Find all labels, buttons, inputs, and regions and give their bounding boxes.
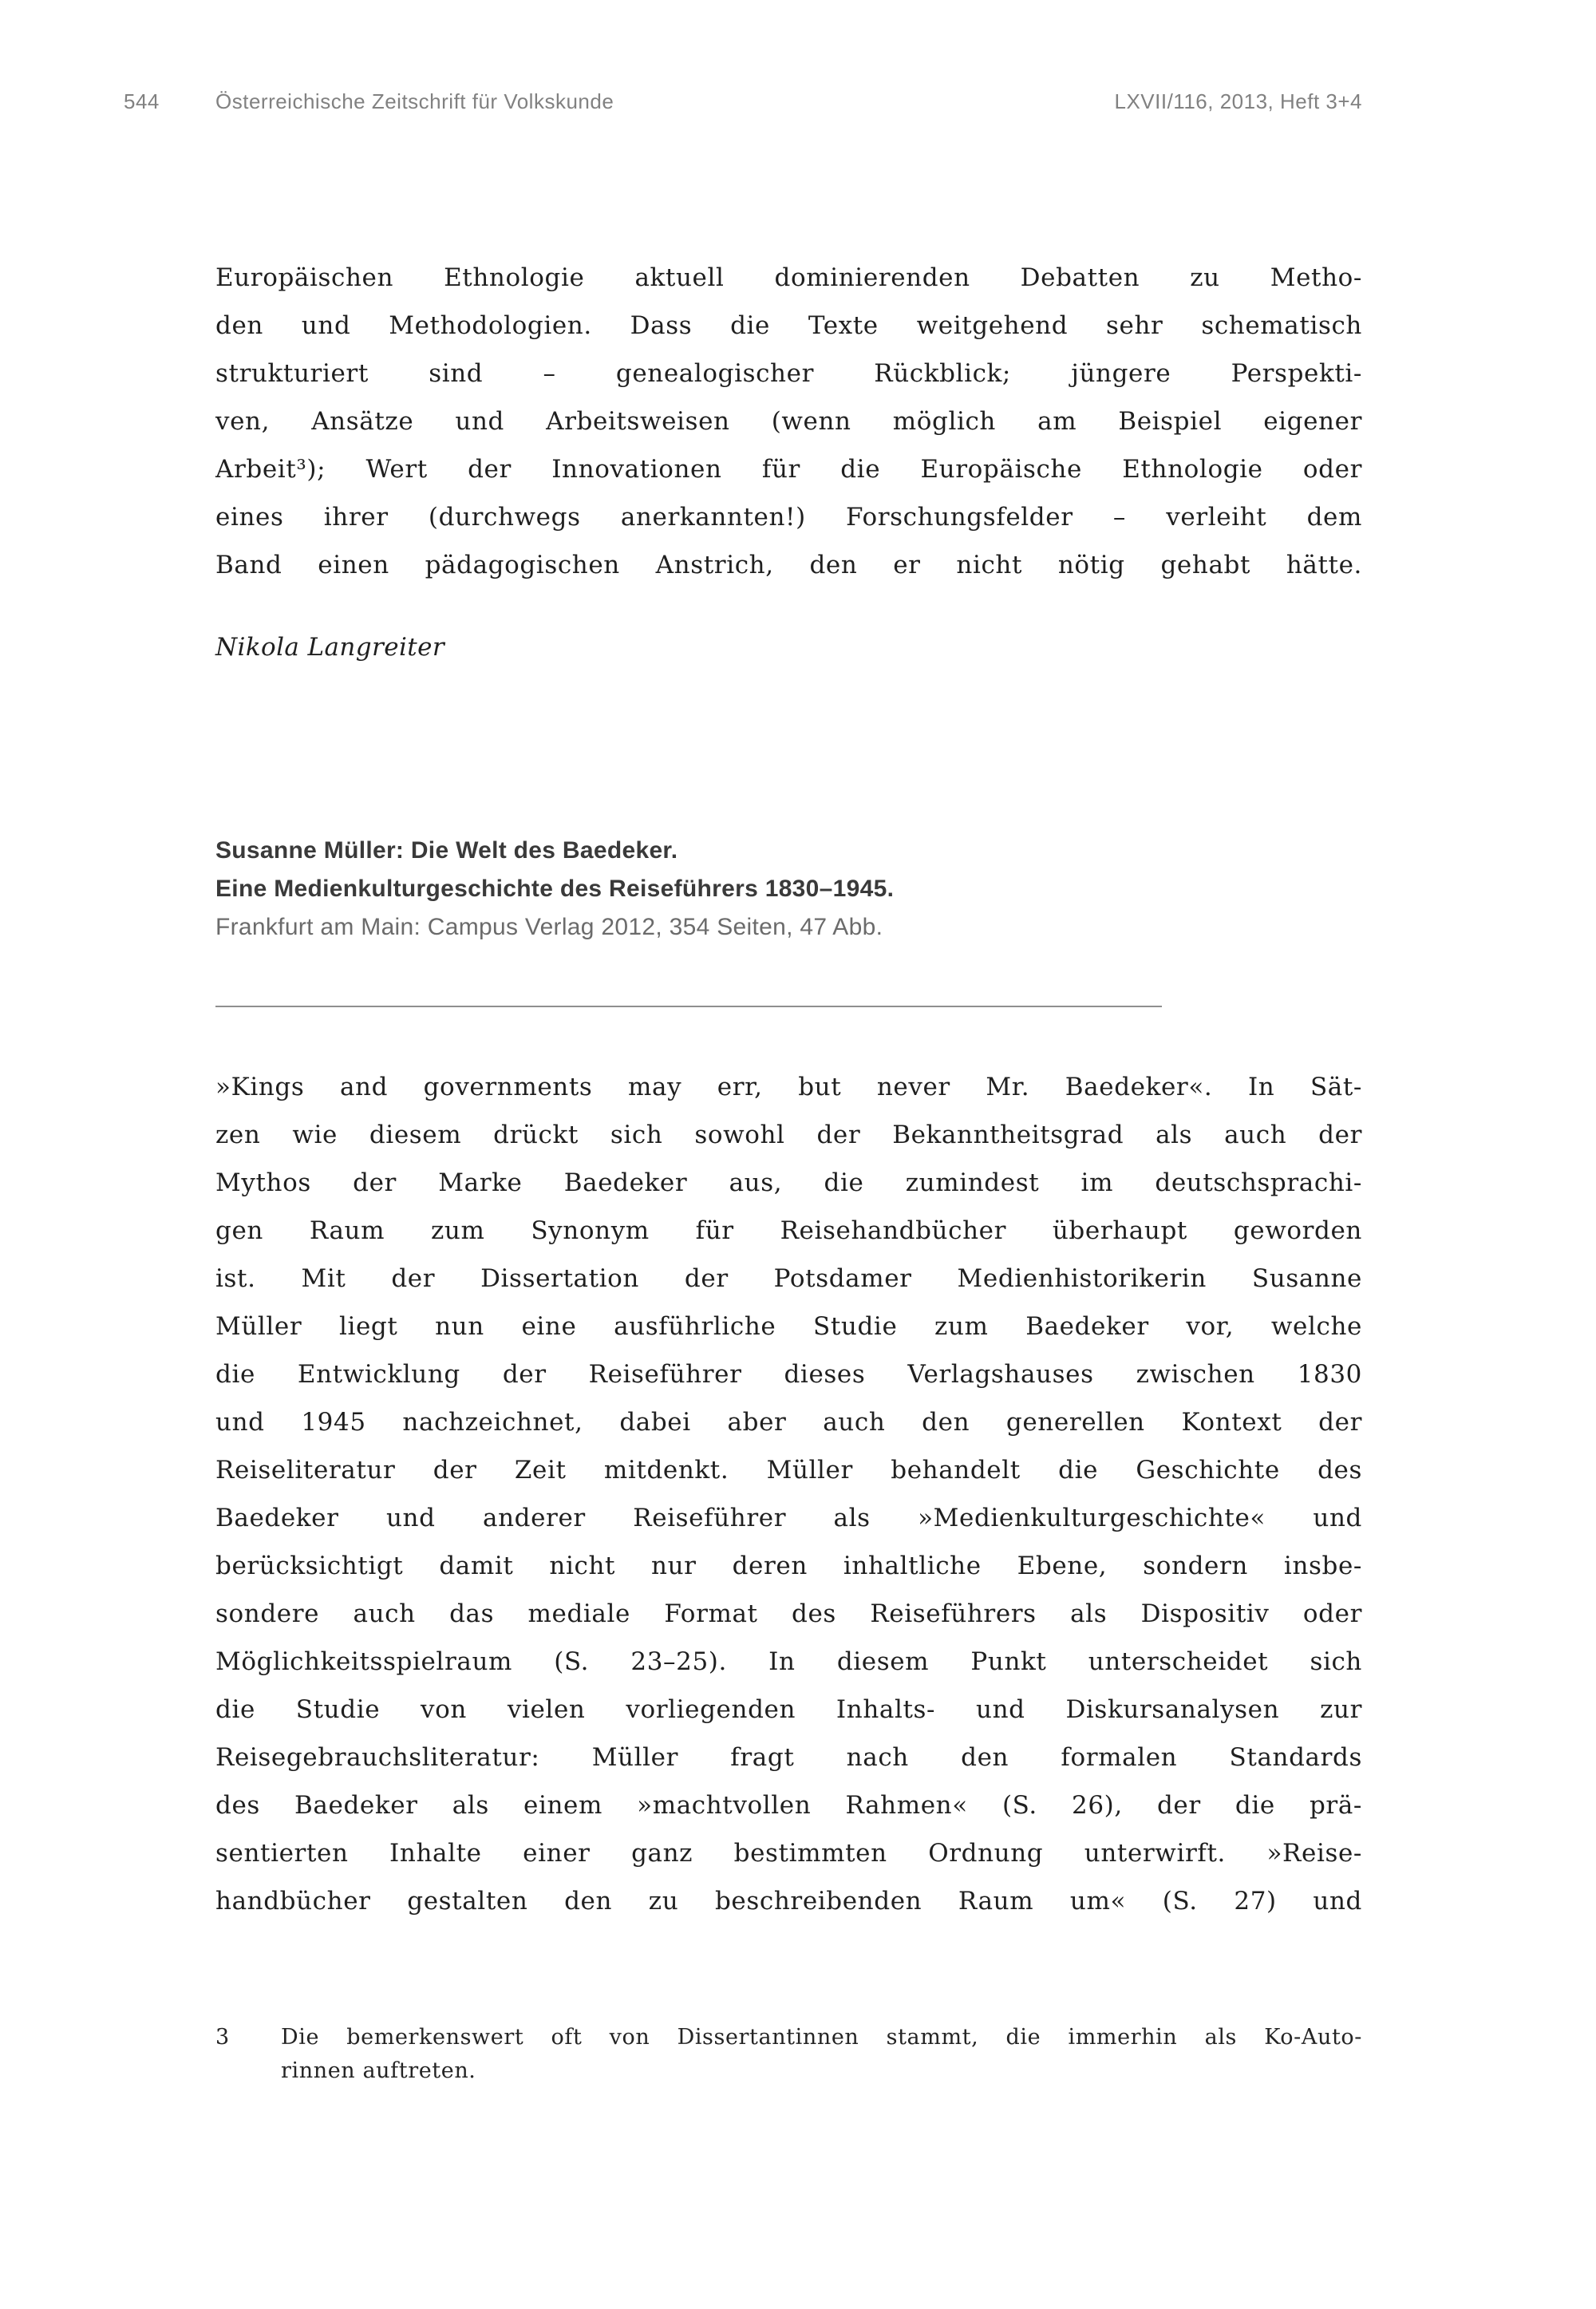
text-line: ist. Mit der Dissertation der Potsdamer Medienhistorikerin Susanne xyxy=(215,1264,1362,1293)
review-body-paragraph xyxy=(215,1063,1362,1925)
text-line: gen Raum zum Synonym für Reisehandbücher überhaupt geworden xyxy=(215,1216,1362,1245)
closing-paragraph xyxy=(215,254,1362,589)
text-line: strukturiert sind – genealogischer Rückblick; jüngere Perspekti- xyxy=(215,359,1362,388)
text-line: des Baedeker als einem »machtvollen Rahmen« (S. 26), der die prä- xyxy=(215,1791,1362,1820)
text-line: den und Methodologien. Dass die Texte weitgehend sehr schematisch xyxy=(215,311,1362,340)
text-line: berücksichtigt damit nicht nur deren inhaltliche Ebene, sondern insbe- xyxy=(215,1552,1362,1580)
text-line: Arbeit³); Wert der Innovationen für die Europäische Ethnologie oder xyxy=(215,455,1362,484)
text-line: ven, Ansätze und Arbeitsweisen (wenn möglich am Beispiel eigener xyxy=(215,407,1362,436)
text-line: eines ihrer (durchwegs anerkannten!) Forschungsfelder – verleiht dem xyxy=(215,503,1362,532)
text-line: handbücher gestalten den zu beschreibenden Raum um« (S. 27) und xyxy=(215,1887,1362,1916)
text-line: rinnen auftreten. xyxy=(281,2058,476,2083)
footnote-text xyxy=(281,2021,1362,2088)
text-line: sondere auch das mediale Format des Reiseführers als Dispositiv oder xyxy=(215,1599,1362,1628)
footnote-marker: 3 xyxy=(215,2025,230,2050)
text-line: und 1945 nachzeichnet, dabei aber auch den generellen Kontext der xyxy=(215,1408,1362,1437)
book-title-line-2: Eine Medienkulturgeschichte des Reiseführers 1830–1945. xyxy=(215,876,895,902)
text-line: Möglichkeitsspielraum (S. 23–25). In diesem Punkt unterscheidet sich xyxy=(215,1647,1362,1676)
issue-info: LXVII/116, 2013, Heft 3+4 xyxy=(1114,89,1362,113)
text-line: sentierten Inhalte einer ganz bestimmten Ordnung unterwirft. »Reise- xyxy=(215,1839,1362,1868)
book-title-line-1: Susanne Müller: Die Welt des Baedeker. xyxy=(215,837,678,864)
journal-title: Österreichische Zeitschrift für Volkskunde xyxy=(215,89,614,113)
text-line: Band einen pädagogischen Anstrich, den er nicht nötig gehabt hätte. xyxy=(215,551,1362,579)
text-line: Reisegebrauchsliteratur: Müller fragt nach den formalen Standards xyxy=(215,1743,1362,1772)
text-line: Die bemerkenswert oft von Dissertantinnen stammt, die immerhin als Ko-Auto- xyxy=(281,2025,1362,2050)
text-line: die Entwicklung der Reiseführer dieses Verlagshauses zwischen 1830 xyxy=(215,1360,1362,1389)
text-line: zen wie diesem drückt sich sowohl der Bekanntheitsgrad als auch der xyxy=(215,1121,1362,1149)
book-publication-info: Frankfurt am Main: Campus Verlag 2012, 354 Seiten, 47 Abb. xyxy=(215,914,883,940)
text-line: Müller liegt nun eine ausführliche Studie zum Baedeker vor, welche xyxy=(215,1312,1362,1341)
reviewed-book-heading xyxy=(215,832,1362,947)
text-line: Baedeker und anderer Reiseführer als »Medienkulturgeschichte« und xyxy=(215,1504,1362,1532)
review-author-signature: Nikola Langreiter xyxy=(215,633,445,662)
text-line: Europäischen Ethnologie aktuell dominierenden Debatten zu Metho- xyxy=(215,263,1362,292)
running-head xyxy=(124,89,1362,114)
text-line: »Kings and governments may err, but never Mr. Baedeker«. In Sät- xyxy=(215,1073,1362,1101)
text-line: Mythos der Marke Baedeker aus, die zumindest im deutschsprachi- xyxy=(215,1168,1362,1197)
footnote xyxy=(215,2021,1362,2088)
page-number: 544 xyxy=(124,89,160,113)
text-line: die Studie von vielen vorliegenden Inhalts- und Diskursanalysen zur xyxy=(215,1695,1362,1724)
section-divider-rule xyxy=(215,1006,1162,1007)
text-line: Reiseliteratur der Zeit mitdenkt. Müller behandelt die Geschichte des xyxy=(215,1456,1362,1485)
